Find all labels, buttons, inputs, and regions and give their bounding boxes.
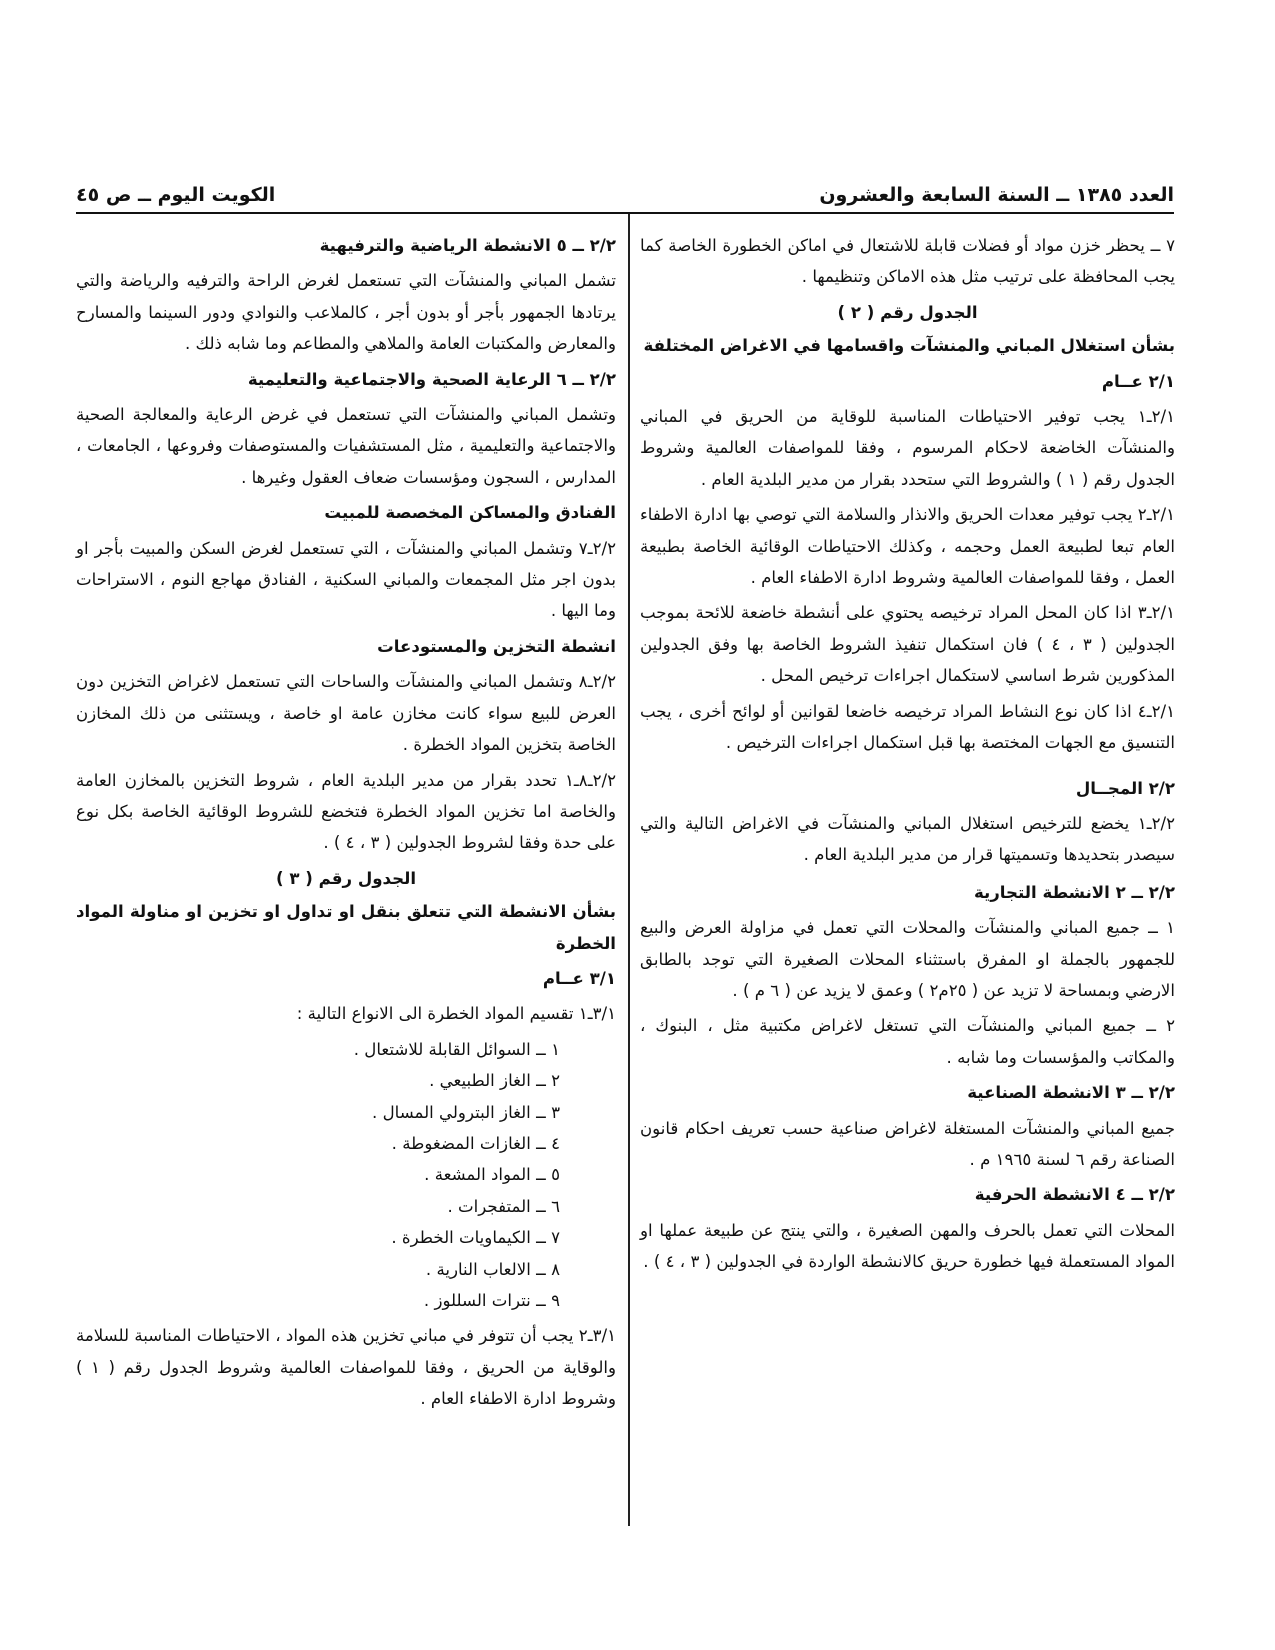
paragraph: ٢/٢ـ١ يخضع للترخيص استغلال المباني والمنشآت في الاغراض التالية والتي سيصدر بتحديدها وتسميتها قرار من مدير البلدية العام .	[640, 813, 1175, 865]
paragraph: المحلات التي تعمل بالحرف والمهن الصغيرة ، والتي ينتج عن طبيعة عملها او المواد المستعملة فيها خطورة حريق كالانشطة الواردة في الجدولين ( ٣ ، ٤ ) .	[640, 1220, 1175, 1272]
paragraph: جميع المباني والمنشآت المستغلة لاغراض صناعية حسب تعريف احكام قانون الصناعة رقم ٦ لسنة ١٩٦٥ م .	[640, 1118, 1175, 1169]
list-item: ٨ ــ الالعاب النارية .	[425, 1259, 560, 1279]
section-heading: ٢/٢ ــ ٢ الانشطة التجارية	[973, 882, 1175, 902]
paragraph: ١ ــ جميع المباني والمنشآت والمحلات التي تعمل في مزاولة العرض والبيع للجمهور بالجملة او المفرق باستثناء المحلات الصغيرة التي توجد بالطابق الارضي وبمساحة لا تزيد عن ( ٢٥م٢ ) وعمق لا يزيد عن ( ٦ م ) .	[640, 918, 1175, 1000]
section-heading: ٢/٢ ــ ٥ الانشطة الرياضية والترفيهية	[319, 236, 616, 255]
list-item: ٦ ــ المتفجرات .	[447, 1196, 560, 1216]
left-column	[76, 230, 616, 1419]
right-column	[640, 230, 1175, 1282]
hazardous-materials-list	[76, 1034, 616, 1317]
paragraph: ٢ ــ جميع المباني والمنشآت التي تستغل لاغراض مكتبية مثل ، البنوك ، والمكاتب والمؤسسات وما شابه .	[640, 1016, 1175, 1067]
paragraph: ٢/٢ـ٨ـ١ تحدد بقرار من مدير البلدية العام ، شروط التخزين بالمخازن العامة والخاصة اما تخزين المواد الخطرة فتخضع للشروط الوقائية الخاصة بكل نوع على حدة وفقا لشروط الجدولين ( ٣ ، ٤ ) .	[76, 770, 616, 853]
section-heading: انشطة التخزين والمستودعات	[377, 636, 616, 656]
paragraph: ٢/٢ـ٧ وتشمل المباني والمنشآت ، التي تستعمل لغرض السكن والمبيت بأجر او بدون اجر مثل المجمعات والمباني السكنية ، الفنادق مهاجع النوم ، الاستراحات وما اليها .	[76, 538, 616, 621]
paragraph: ٢/١ـ٤ اذا كان نوع النشاط المراد ترخيصه خاضعا لقوانين أو لوائح أخرى ، يجب التنسيق مع الجهات المختصة بها قبل استكمال اجراءات الترخيص .	[640, 701, 1175, 753]
paragraph: تشمل المباني والمنشآت التي تستعمل لغرض الراحة والترفيه والرياضة والتي يرتادها الجمهور بأجر أو بدون أجر ، كالملاعب والنوادي ودور السينما والمسارح والمعارض والمكتبات العامة والملاهي والمطاعم وما شابه ذلك .	[76, 271, 616, 354]
section-heading: ٢/٢ ــ ٣ الانشطة الصناعية	[967, 1083, 1175, 1103]
section-heading: ٢/٢ ــ ٤ الانشطة الحرفية	[974, 1185, 1175, 1205]
paragraph: ٢/٢ـ٨ وتشمل المباني والمنشآت والساحات التي تستعمل لاغراض التخزين دون العرض للبيع سواء كانت مخازن عامة او خاصة ، ويستثنى من ذلك المخازن الخاصة بتخزين المواد الخطرة .	[76, 672, 616, 755]
section-heading: ٢/١ عــام	[1101, 371, 1175, 391]
section-heading: ٣/١ عــام	[542, 968, 616, 988]
table-3-title: الجدول رقم ( ٣ )	[275, 868, 417, 888]
publication-page: الكويت اليوم ــ ص ٤٥	[76, 184, 276, 206]
paragraph: ٧ ــ يحظر خزن مواد أو فضلات قابلة للاشتعال في اماكن الخطورة الخاصة كما يجب المحافظة على ترتيب مثل هذه الاماكن وتنظيمها .	[640, 236, 1175, 287]
list-item: ٩ ــ نترات السللوز .	[423, 1291, 560, 1310]
issue-info: العدد ١٣٨٥ ــ السنة السابعة والعشرون	[819, 184, 1174, 206]
paragraph: ٢/١ـ٣ اذا كان المحل المراد ترخيصه يحتوي على أنشطة خاضعة للائحة بموجب الجدولين ( ٣ ، ٤ ) فان استكمال تنفيذ الشروط الخاصة بها وفق الجدولين المذكورين شرط اساسي لاستكمال اجراءات ترخيص المحل .	[640, 603, 1176, 686]
paragraph: ٢/١ـ٢ يجب توفير معدات الحريق والانذار والسلامة التي توصي بها ادارة الاطفاء العام تبعا لطبيعة العمل وحجمه ، وكذلك الاحتياطات الوقائية الخاصة بطبيعة العمل ، وفقا للمواصفات العالمية وشروط ادارة الاطفاء العام .	[640, 505, 1175, 588]
section-heading: الفنادق والمساكن المخصصة للمبيت	[324, 503, 616, 523]
list-item: ٢ ــ الغاز الطبيعي .	[429, 1071, 560, 1091]
paragraph: ٢/١ـ١ يجب توفير الاحتياطات المناسبة للوقاية من الحريق في المباني والمنشآت الخاضعة لاحكام المرسوم ، وفقا للمواصفات العالمية وشروط الجدول رقم ( ١ ) والشروط التي ستحدد بقرار من مدير البلدية العام .	[640, 407, 1175, 489]
section-heading: ٢/٢ المجــال	[1075, 778, 1175, 798]
table-2-subtitle: بشأن استغلال المباني والمنشآت واقسامها في الاغراض المختلفة	[643, 336, 1175, 356]
list-item: ٣ ــ الغاز البترولي المسال .	[372, 1102, 560, 1122]
list-item: ٥ ــ المواد المشعة .	[424, 1165, 560, 1185]
section-heading: ٢/٢ ــ ٦ الرعاية الصحية والاجتماعية والتعليمية	[247, 369, 616, 389]
list-item: ٤ ــ الغازات المضغوطة .	[391, 1133, 560, 1153]
table-2-title: الجدول رقم ( ٢ )	[837, 302, 978, 322]
list-item: ١ ــ السوائل القابلة للاشتعال .	[353, 1039, 560, 1059]
table-3-subtitle: بشأن الانشطة التي تتعلق بنقل او تداول او تخزين او مناولة المواد الخطرة	[76, 902, 616, 953]
paragraph: ٣/١ـ٢ يجب أن تتوفر في مباني تخزين هذه المواد ، الاحتياطات المناسبة للسلامة والوقاية من الحريق ، وفقا للمواصفات العالمية وشروط الجدول رقم ( ١ ) وشروط ادارة الاطفاء العام .	[76, 1326, 617, 1409]
paragraph: ٣/١ـ١ تقسيم المواد الخطرة الى الانواع التالية :	[296, 1004, 616, 1024]
paragraph: وتشمل المباني والمنشآت التي تستعمل في غرض الرعاية والمعالجة الصحية والاجتماعية والتعليمية ، مثل المستشفيات والمستوصفات وفروعها ، الجامعات ، المدارس ، السجون ومؤسسات ضعاف العقول وغيرها .	[76, 405, 616, 487]
column-divider	[628, 214, 630, 1526]
page-header	[76, 178, 1174, 214]
list-item: ٧ ــ الكيماويات الخطرة .	[391, 1228, 560, 1248]
